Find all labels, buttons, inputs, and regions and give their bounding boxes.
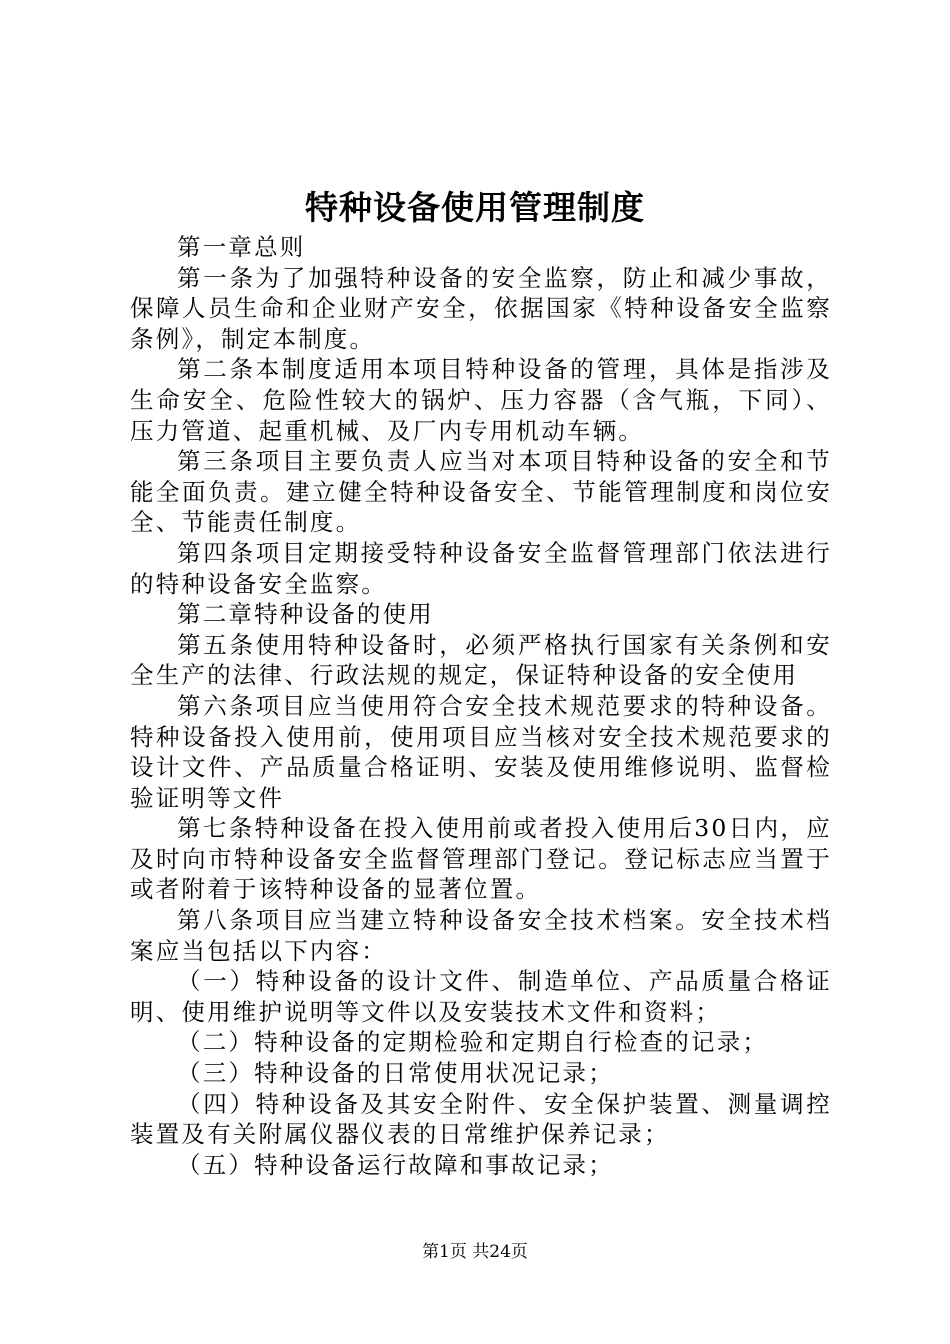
list-item: （一）特种设备的设计文件、制造单位、产品质量合格证明、使用维护说明等文件以及安装技术文件和资料； — [130, 967, 832, 1026]
paragraph: 第一条为了加强特种设备的安全监察，防止和减少事故，保障人员生命和企业财产安全，依据国家《特种设备安全监察条例》，制定本制度。 — [130, 263, 832, 353]
list-item: （二）特种设备的定期检验和定期自行检查的记录； — [177, 1028, 769, 1057]
page-number: 第1页 共24页 — [422, 1242, 528, 1262]
paragraph: 第七条特种设备在投入使用前或者投入使用后30日内，应及时向市特种设备安全监督管理部门登记。登记标志应当置于或者附着于该特种设备的显著位置。 — [130, 814, 832, 904]
list-item: （三）特种设备的日常使用状况记录； — [177, 1059, 614, 1088]
paragraph: 第六条项目应当使用符合安全技术规范要求的特种设备。特种设备投入使用前，使用项目应当核对安全技术规范要求的设计文件、产品质量合格证明、安装及使用维修说明、监督检验证明等文件 — [130, 691, 832, 812]
list-item: （五）特种设备运行故障和事故记录； — [177, 1150, 614, 1179]
paragraph: 第八条项目应当建立特种设备安全技术档案。安全技术档案应当包括以下内容： — [130, 906, 832, 965]
chapter-heading: 第二章特种设备的使用 — [177, 600, 434, 629]
document-title: 特种设备使用管理制度 — [305, 188, 645, 227]
paragraph: 第二条本制度适用本项目特种设备的管理，具体是指涉及生命安全、危险性较大的锅炉、压力容器（含气瓶，下同）、压力管道、起重机械、及厂内专用机动车辆。 — [130, 355, 832, 445]
paragraph: 第五条使用特种设备时，必须严格执行国家有关条例和安全生产的法律、行政法规的规定，保证特种设备的安全使用 — [130, 630, 832, 690]
paragraph: 第四条项目定期接受特种设备安全监督管理部门依法进行的特种设备安全监察。 — [130, 538, 832, 598]
chapter-heading: 第一章总则 — [177, 233, 306, 261]
list-item: （四）特种设备及其安全附件、安全保护装置、测量调控装置及有关附属仪器仪表的日常维护保养记录； — [130, 1089, 832, 1149]
document-body — [130, 232, 832, 1180]
paragraph: 第三条项目主要负责人应当对本项目特种设备的安全和节能全面负责。建立健全特种设备安全、节能管理制度和岗位安全、节能责任制度。 — [130, 447, 832, 537]
